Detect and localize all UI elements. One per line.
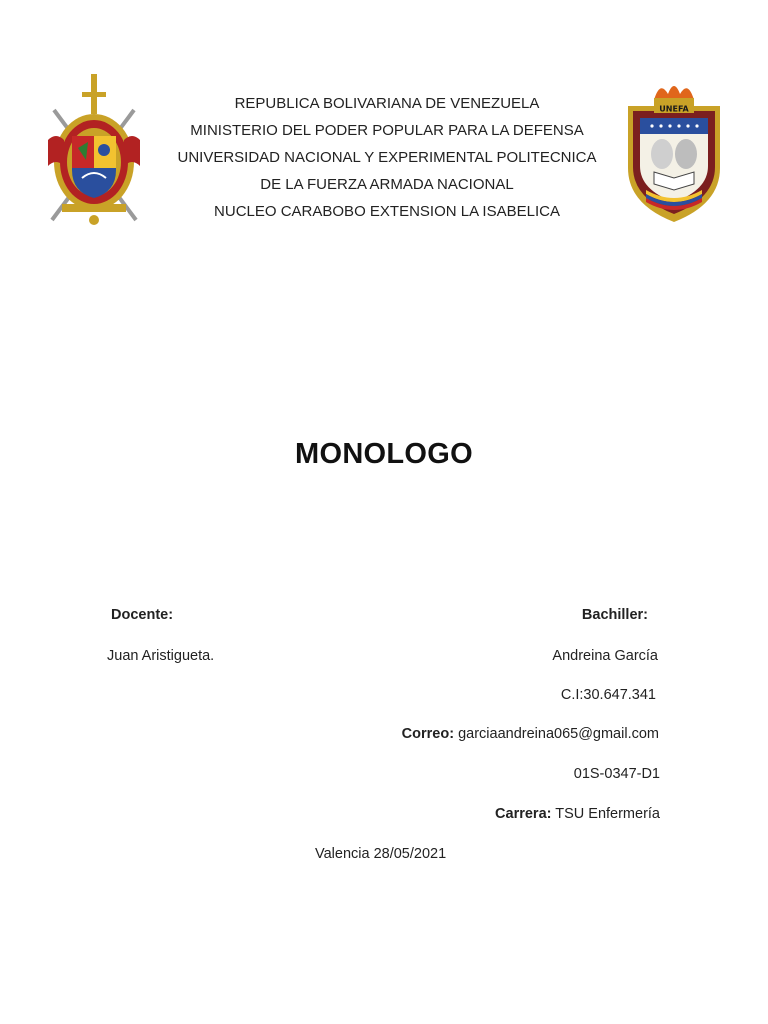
- unefa-logo-text: UNEFA: [659, 104, 689, 114]
- unefa-shield-logo: [624, 76, 724, 230]
- ministry-coat-of-arms-logo: [42, 70, 146, 232]
- header-line-ministry: MINISTERIO DEL PODER POPULAR PARA LA DEFENSA: [190, 122, 584, 139]
- email-label: Correo:: [401, 726, 455, 742]
- bachiller-label: Bachiller:: [581, 607, 648, 623]
- document-title: MONOLOGO: [295, 438, 473, 470]
- bachiller-email-row: [308, 726, 659, 742]
- bachiller-ci: C.I:30.647.341: [560, 687, 656, 703]
- header-line-republic: REPUBLICA BOLIVARIANA DE VENEZUELA: [234, 95, 540, 112]
- bachiller-code: 01S-0347-D1: [573, 766, 660, 782]
- header-line-armed-force: DE LA FUERZA ARMADA NACIONAL: [260, 176, 514, 193]
- docente-label: Docente:: [111, 607, 174, 623]
- header-line-nucleus: NUCLEO CARABOBO EXTENSION LA ISABELICA: [214, 203, 560, 220]
- career-label: Carrera:: [495, 806, 552, 822]
- header-line-university: UNIVERSIDAD NACIONAL Y EXPERIMENTAL POLITECNICA: [177, 149, 597, 166]
- institution-header: [150, 90, 624, 225]
- email-value: garciaandreina065@gmail.com: [458, 726, 659, 742]
- docente-name: Juan Aristigueta.: [107, 648, 215, 664]
- bachiller-name: Andreina García: [552, 648, 658, 664]
- career-value: TSU Enfermería: [555, 806, 660, 822]
- place-and-date: Valencia 28/05/2021: [315, 846, 447, 862]
- bachiller-career-row: [358, 806, 660, 822]
